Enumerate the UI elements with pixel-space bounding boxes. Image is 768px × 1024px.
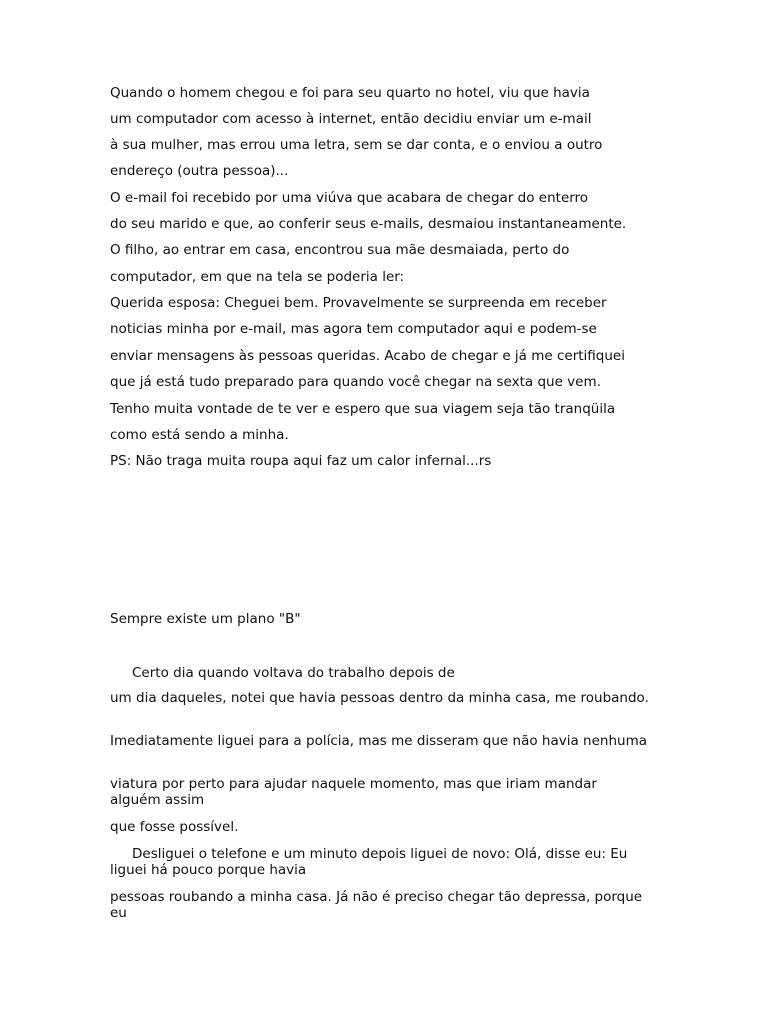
story2-paragraph: um dia daqueles, notei que havia pessoas dentro da minha casa, me roubando. xyxy=(110,690,649,706)
story1-line: noticias minha por e-mail, mas agora tem computador aqui e podem-se xyxy=(110,321,597,337)
story1-line: Quando o homem chegou e foi para seu quarto no hotel, viu que havia xyxy=(110,85,590,101)
story1-line: que já está tudo preparado para quando você chegar na sexta que vem. xyxy=(110,374,601,390)
story1-line: O e-mail foi recebido por uma viúva que acabara de chegar do enterro xyxy=(110,190,589,206)
story1-line: O filho, ao entrar em casa, encontrou sua mãe desmaiada, perto do xyxy=(110,242,570,258)
story2-paragraph: pessoas roubando a minha casa. Já não é preciso chegar tão depressa, porque eu xyxy=(110,889,643,921)
story1-line: um computador com acesso à internet, então decidiu enviar um e-mail xyxy=(110,111,592,127)
story1-line: endereço (outra pessoa)... xyxy=(110,163,289,179)
story2-paragraph: Imediatamente liguei para a polícia, mas me disseram que não havia nenhuma xyxy=(110,733,647,749)
story1-line: Tenho muita vontade de te ver e espero que sua viagem seja tão tranqüila xyxy=(110,401,616,417)
story1-line: Querida esposa: Cheguei bem. Provavelmente se surpreenda em receber xyxy=(110,295,607,311)
story1-line: enviar mensagens às pessoas queridas. Acabo de chegar e já me certifiquei xyxy=(110,348,625,364)
story1-line: do seu marido e que, ao conferir seus e-mails, desmaiou instantaneamente. xyxy=(110,216,627,232)
story1-line: à sua mulher, mas errou uma letra, sem se dar conta, e o enviou a outro xyxy=(110,137,603,153)
story2-paragraph: Certo dia quando voltava do trabalho depois de xyxy=(132,665,455,681)
story2-title: Sempre existe um plano "B" xyxy=(110,611,301,627)
story2-paragraph: Desliguei o telefone e um minuto depois liguei de novo: Olá, disse eu: Eu liguei há pouco porque havia xyxy=(110,846,628,878)
story1-line: como está sendo a minha. xyxy=(110,427,289,443)
story1-line: PS: Não traga muita roupa aqui faz um calor infernal...rs xyxy=(110,453,492,469)
story2-paragraph: viatura por perto para ajudar naquele momento, mas que iriam mandar alguém assim xyxy=(110,776,597,808)
story2-paragraph: que fosse possível. xyxy=(110,819,239,835)
story1-line: computador, em que na tela se poderia ler: xyxy=(110,269,405,285)
